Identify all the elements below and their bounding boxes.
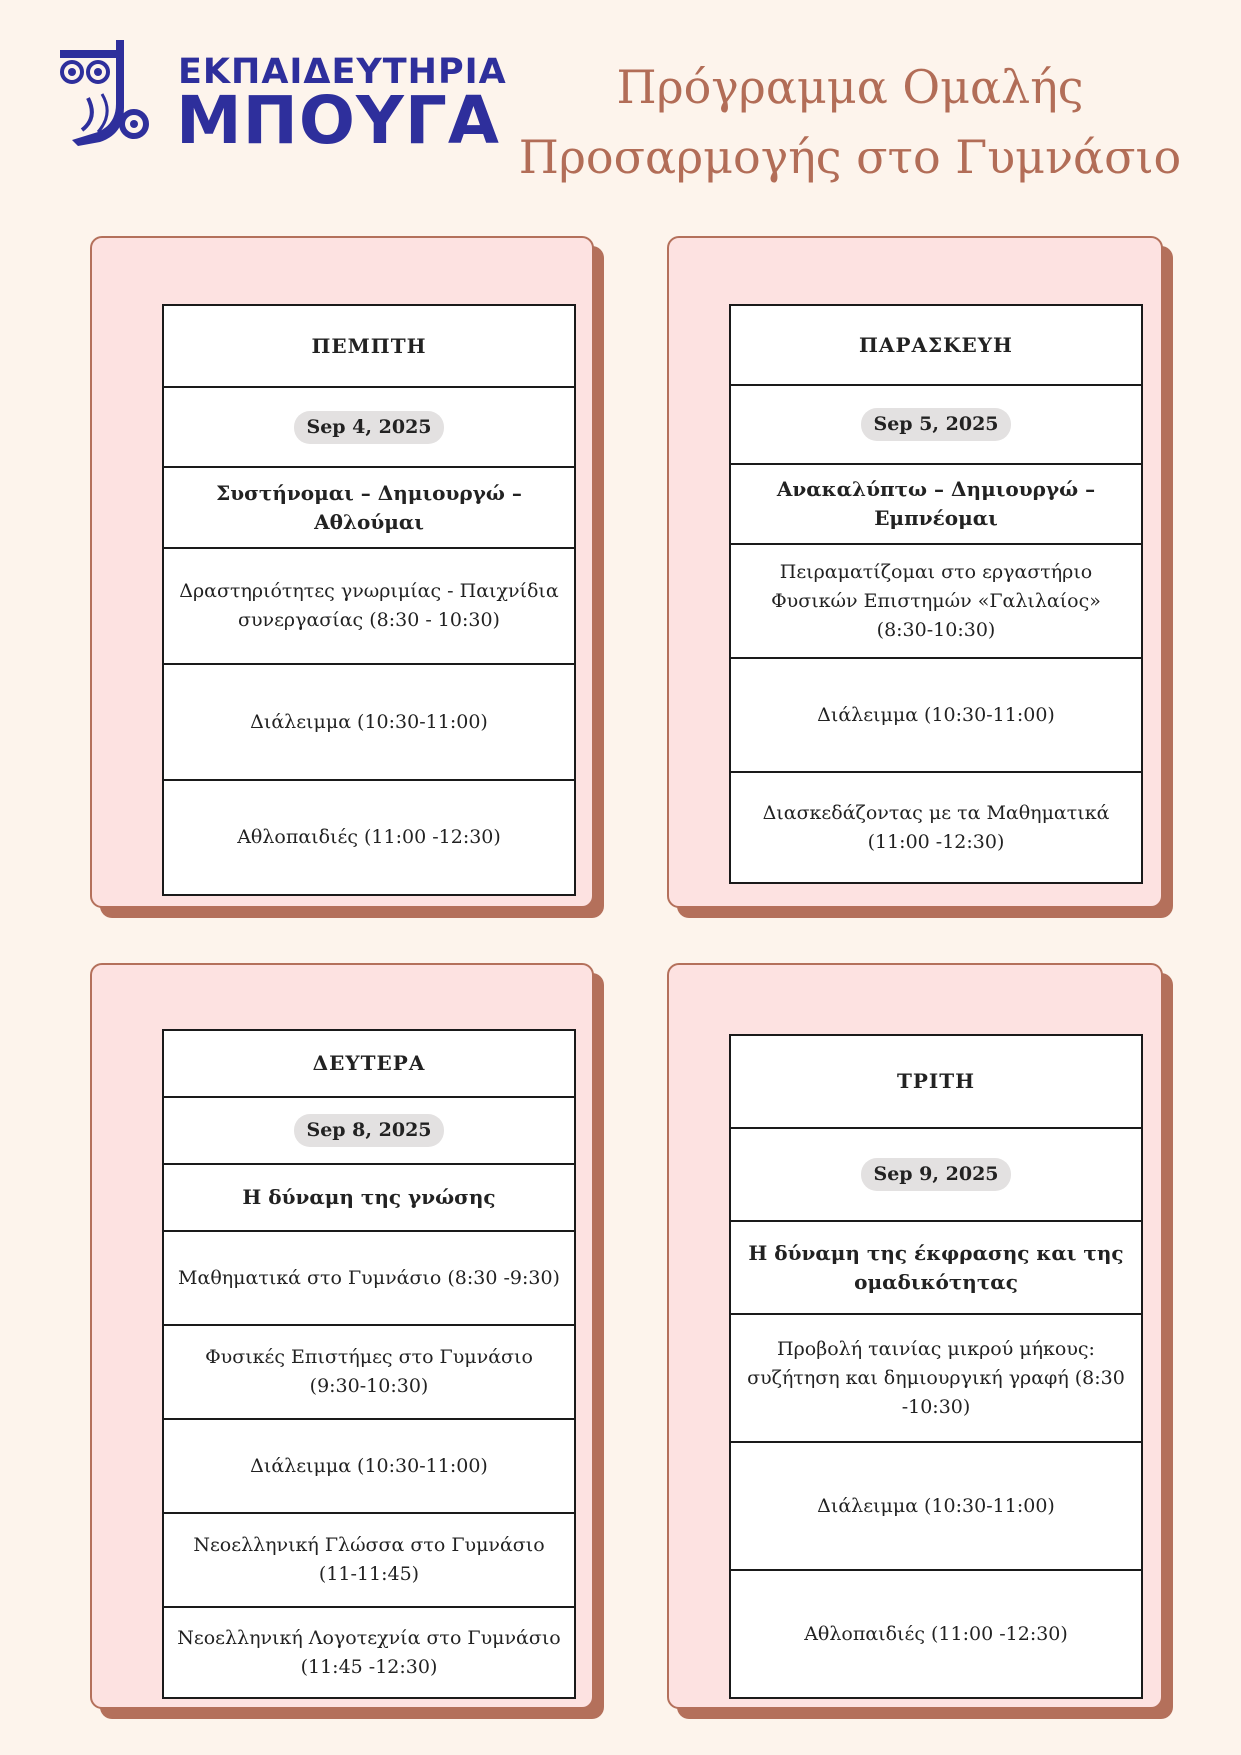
schedule-table	[162, 1029, 576, 1699]
date-cell	[164, 1098, 574, 1165]
day-label: ΠΑΡΑΣΚΕΥΗ	[731, 306, 1141, 386]
activity-item: Διασκεδάζοντας με τα Μαθηματικά (11:00 -12:30)	[762, 801, 1110, 853]
date-cell	[731, 386, 1141, 465]
activity-item: Πειραματίζομαι στο εργαστήριο Φυσικών Επιστημών «Γαλιλαίος» (8:30-10:30)	[731, 545, 1141, 659]
activity-item: Φυσικές Επιστήμες στο Γυμνάσιο (9:30-10:30)	[164, 1326, 574, 1420]
activity-item: Διάλειμμα (10:30-11:00)	[731, 659, 1141, 773]
date-badge: Sep 8, 2025	[294, 1114, 443, 1147]
activity-item: Διάλειμμα (10:30-11:00)	[731, 1443, 1141, 1571]
day-label: ΔΕΥΤΕΡΑ	[164, 1031, 574, 1098]
activity-item: Μαθηματικά στο Γυμνάσιο (8:30 -9:30)	[164, 1232, 574, 1326]
date-badge: Sep 4, 2025	[294, 411, 443, 444]
title-line-2: Προσαρμογής στο Γυμνάσιο	[518, 130, 1182, 184]
day-card-friday	[667, 236, 1163, 908]
activity-item: Νεοελληνική Λογοτεχνία στο Γυμνάσιο (11:45 -12:30)	[177, 1626, 561, 1678]
date-cell	[164, 388, 574, 468]
schedule-table	[162, 304, 576, 896]
day-label: ΠΕΜΠΤΗ	[164, 306, 574, 388]
schedule-table	[729, 304, 1143, 884]
activity-item: Νεοελληνική Γλώσσα στο Γυμνάσιο (11-11:45)	[164, 1514, 574, 1608]
activity-item: Διάλειμμα (10:30-11:00)	[164, 1420, 574, 1514]
activity-item: Διάλειμμα (10:30-11:00)	[164, 665, 574, 781]
school-logo	[58, 38, 507, 168]
schedule-table	[729, 1034, 1143, 1699]
activity-item: Προβολή ταινίας μικρού μήκους: συζήτηση και δημιουργική γραφή (8:30 -10:30)	[731, 1315, 1141, 1443]
activity-item: Αθλοπαιδιές (11:00 -12:30)	[804, 1622, 1068, 1645]
theme-title: Η δύναμη της γνώσης	[164, 1165, 574, 1232]
theme-title: Συστήνομαι – Δημιουργώ – Αθλούμαι	[164, 468, 574, 549]
day-label: ΤΡΙΤΗ	[731, 1036, 1141, 1129]
date-badge: Sep 9, 2025	[861, 1158, 1010, 1191]
activity-item: Δραστηριότητες γνωριμίας - Παιχνίδια συνεργασίας (8:30 - 10:30)	[164, 549, 574, 665]
logo-text-top: ΕΚΠΑΙΔΕΥΤΗΡΙΑ	[178, 52, 507, 92]
date-cell	[731, 1129, 1141, 1222]
activity-item: Αθλοπαιδιές (11:00 -12:30)	[237, 826, 501, 848]
owl-logo-icon	[58, 38, 168, 168]
theme-title: Η δύναμη της έκφρασης και της ομαδικότητας	[731, 1222, 1141, 1315]
logo-text-main: ΜΠΟΥΓΑ	[176, 82, 500, 159]
day-card-thursday	[90, 236, 594, 908]
date-badge: Sep 5, 2025	[861, 408, 1010, 441]
theme-title: Ανακαλύπτω – Δημιουργώ – Εμπνέομαι	[731, 465, 1141, 545]
day-card-tuesday	[667, 963, 1163, 1709]
title-line-1: Πρόγραμμα Ομαλής	[616, 60, 1084, 114]
day-card-monday	[90, 963, 594, 1709]
page-title	[510, 52, 1190, 192]
